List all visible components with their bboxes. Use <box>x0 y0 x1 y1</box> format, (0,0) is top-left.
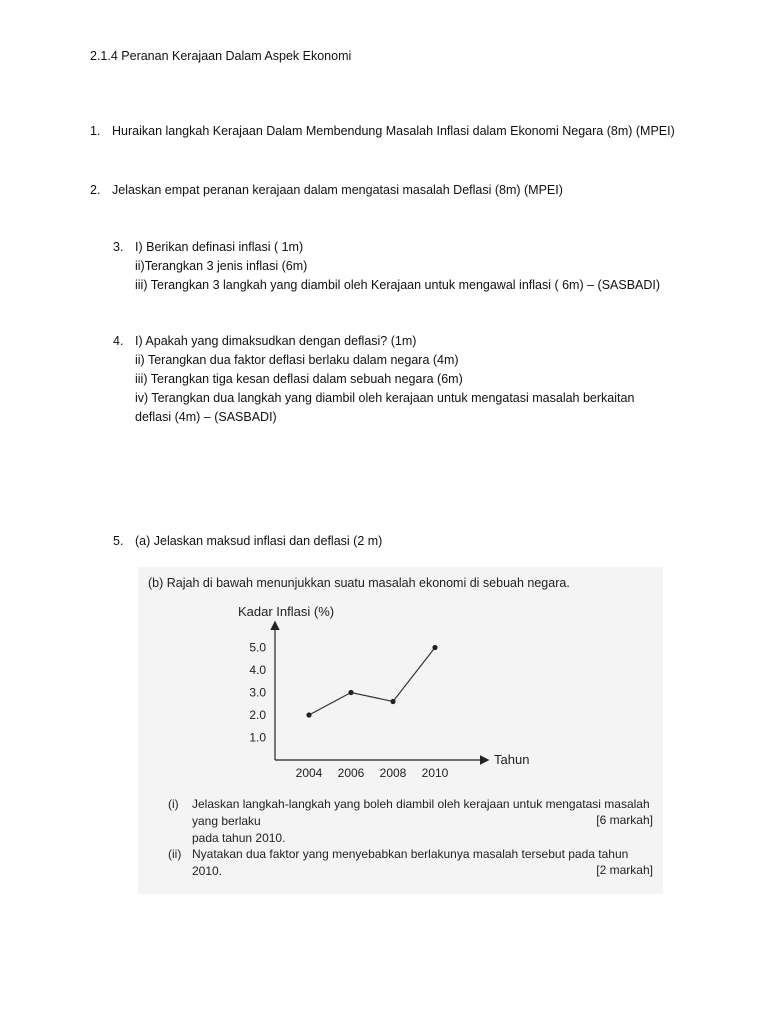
data-point <box>432 645 437 650</box>
sub-question-number: (i) <box>168 797 179 811</box>
question-line: (a) Jelaskan maksud inflasi dan deflasi (2 m) <box>135 534 383 548</box>
question-line: Jelaskan empat peranan kerajaan dalam mengatasi masalah Deflasi (8m) (MPEI) <box>112 183 563 197</box>
question-number: 5. <box>113 534 124 548</box>
sub-question-line: Nyatakan dua faktor yang menyebabkan berlakunya masalah tersebut pada tahun 2010. <box>192 847 629 878</box>
y-axis-label: Kadar Inflasi (%) <box>238 604 335 619</box>
y-tick-label: 2.0 <box>249 708 266 722</box>
question-line: deflasi (4m) – (SASBADI) <box>135 410 277 424</box>
question-line: ii)Terangkan 3 jenis inflasi (6m) <box>135 259 308 273</box>
question-number: 1. <box>90 124 101 138</box>
x-tick-label: 2008 <box>379 766 407 780</box>
x-axis-label: Tahun <box>494 752 530 767</box>
page-heading: 2.1.4 Peranan Kerajaan Dalam Aspek Ekonomi <box>90 49 352 63</box>
marks-label: [2 markah] <box>596 863 653 877</box>
question-line: iii) Terangkan 3 langkah yang diambil oleh Kerajaan untuk mengawal inflasi ( 6m) – (SASBADI) <box>135 278 661 292</box>
question-2 <box>90 181 563 200</box>
y-tick-label: 5.0 <box>249 640 266 655</box>
question-number: 4. <box>113 334 124 348</box>
sub-question-ii <box>168 846 658 880</box>
question-number: 2. <box>90 183 101 197</box>
question-4 <box>113 332 634 427</box>
question-line: iv) Terangkan dua langkah yang diambil oleh kerajaan untuk mengatasi masalah berkaitan <box>135 391 635 405</box>
sub-question-line: Jelaskan langkah-langkah yang boleh diambil oleh kerajaan untuk mengatasi masalah yang berlaku <box>192 797 650 828</box>
question-1 <box>90 122 675 141</box>
y-tick-label: 4.0 <box>249 663 266 677</box>
data-point <box>390 699 395 704</box>
question-line: Huraikan langkah Kerajaan Dalam Membendung Masalah Inflasi dalam Ekonomi Negara (8m) (MPEI) <box>112 124 675 138</box>
y-tick-label: 3.0 <box>249 685 266 700</box>
x-tick-label: 2006 <box>337 766 365 780</box>
y-tick-label: 1.0 <box>249 730 266 745</box>
sub-question-line: pada tahun 2010. <box>192 831 286 845</box>
question-line: I) Apakah yang dimaksudkan dengan deflasi? (1m) <box>135 334 417 348</box>
sub-question-number: (ii) <box>168 847 182 861</box>
question-number: 3. <box>113 240 124 254</box>
marks-label: [6 markah] <box>596 813 653 827</box>
x-tick-label: 2010 <box>421 766 449 780</box>
question-line: I) Berikan definasi inflasi ( 1m) <box>135 240 304 254</box>
chart-intro-text: (b) Rajah di bawah menunjukkan suatu masalah ekonomi di sebuah negara. <box>148 576 570 590</box>
inflation-line-chart <box>138 567 663 797</box>
data-point <box>348 690 353 695</box>
question-3 <box>113 238 660 295</box>
scanned-exercise-image <box>138 567 663 894</box>
question-line: ii) Terangkan dua faktor deflasi berlaku dalam negara (4m) <box>135 353 459 367</box>
sub-question-i <box>168 796 658 847</box>
question-5 <box>113 532 382 551</box>
question-line: iii) Terangkan tiga kesan deflasi dalam sebuah negara (6m) <box>135 372 463 386</box>
data-point <box>306 712 311 717</box>
series-line <box>309 648 435 716</box>
x-tick-label: 2004 <box>295 766 323 780</box>
